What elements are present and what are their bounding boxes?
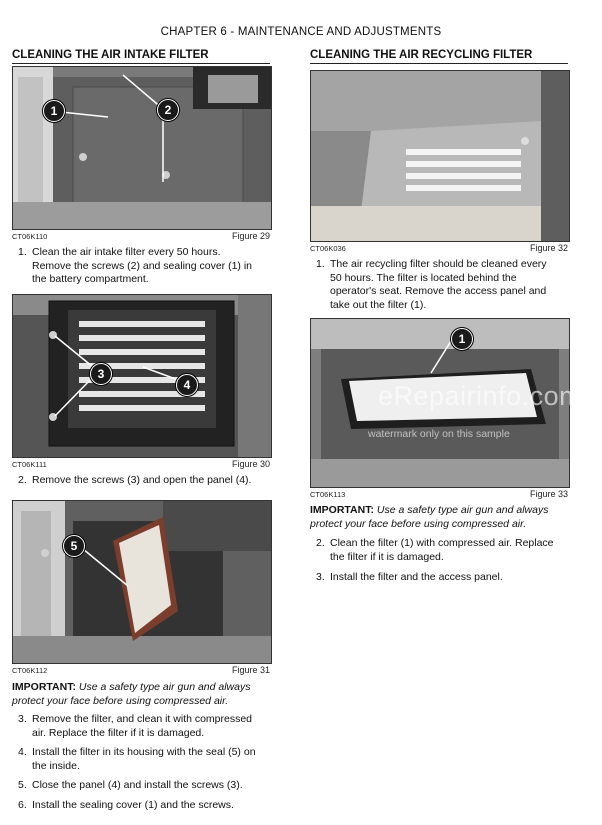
step-line: Remove the screws (2) and sealing cover (1) in	[32, 259, 253, 272]
important-note-left	[12, 681, 274, 708]
section-title-air-recycling: CLEANING THE AIR RECYCLING FILTER	[310, 49, 533, 61]
figure-label: Figure 29	[231, 231, 270, 241]
step-line: take out the filter (1).	[330, 298, 427, 311]
step-line: Clean the filter (1) with compressed air. Replace	[330, 537, 554, 549]
step-number: 4.	[18, 746, 27, 758]
photo-filter-removal	[13, 501, 271, 663]
step-text	[330, 571, 503, 585]
callout-1: 1	[451, 328, 473, 350]
step-number: 5.	[18, 779, 27, 791]
figure-code: CT06K036	[310, 244, 346, 253]
figure-code: CT06K112	[12, 666, 48, 675]
photo-figure-30	[12, 294, 272, 458]
step-1	[18, 246, 270, 288]
important-text: protect your face before using compressed air.	[310, 517, 527, 530]
step-number: 2.	[316, 537, 325, 549]
step-4	[18, 746, 274, 774]
step-line: Remove the screws (3) and open the panel (4).	[32, 474, 252, 486]
figure-label: Figure 30	[231, 459, 270, 469]
step-line: air. Replace the filter if it is damaged.	[32, 726, 205, 739]
step-number: 3.	[316, 571, 325, 583]
important-label: IMPORTANT:	[310, 504, 374, 516]
important-text: Use a safety type air gun and always	[373, 504, 549, 516]
section-rule	[12, 63, 270, 64]
photo-seat-rear-panel	[311, 71, 569, 241]
section-title-air-intake: CLEANING THE AIR INTAKE FILTER	[12, 49, 209, 61]
step-line: Close the panel (4) and install the screws (3).	[32, 779, 243, 791]
step-number: 3.	[18, 713, 27, 725]
photo-figure-29	[12, 66, 272, 230]
important-text: Use a safety type air gun and always	[75, 681, 251, 693]
figure-label: Figure 32	[529, 243, 568, 253]
step-line: Install the filter and the access panel.	[330, 571, 503, 583]
photo-battery-compartment	[13, 67, 271, 229]
step-text	[32, 799, 234, 813]
step-number: 6.	[18, 799, 27, 811]
step-text	[32, 713, 252, 740]
figure-label: Figure 31	[231, 665, 270, 675]
step-line: Install the sealing cover (1) and the screws.	[32, 799, 234, 811]
watermark-main: eRepairinfo.com	[378, 381, 583, 411]
figure-code: CT06K113	[310, 490, 346, 499]
photo-intake-panel	[13, 295, 271, 457]
step-text	[32, 746, 256, 773]
chapter-header: CHAPTER 6 - MAINTENANCE AND ADJUSTMENTS	[160, 26, 442, 38]
step-3	[18, 713, 274, 741]
step-text	[32, 779, 243, 793]
callout-1: 1	[43, 100, 65, 122]
important-note-right	[310, 504, 572, 531]
section-rule	[310, 63, 568, 64]
important-label: IMPORTANT:	[12, 681, 76, 693]
step-5	[18, 779, 274, 793]
callout-3: 3	[90, 363, 112, 385]
step-1-recycling	[316, 258, 572, 314]
step-line: operator's seat. Remove the access panel and	[330, 285, 547, 297]
step-line: 50 hours. The filter is located behind the	[330, 271, 517, 284]
important-text: protect your face before using compressed air.	[12, 694, 229, 707]
step-number: 1.	[18, 246, 27, 258]
figure-code: CT06K110	[12, 232, 48, 241]
photo-figure-32	[310, 70, 570, 242]
step-line: the filter if it is damaged.	[330, 550, 444, 563]
step-number: 1.	[316, 258, 325, 270]
callout-4: 4	[176, 374, 198, 396]
figure-label: Figure 33	[529, 489, 568, 499]
step-text	[330, 258, 547, 312]
step-2-recycling	[316, 537, 572, 565]
step-line: Install the filter in its housing with the seal (5) on	[32, 746, 256, 758]
step-text	[32, 246, 252, 287]
step-line: Remove the filter, and clean it with compressed	[32, 713, 253, 725]
step-2	[18, 474, 270, 488]
callout-2: 2	[157, 99, 179, 121]
step-line: Clean the air intake filter every 50 hours.	[32, 246, 221, 258]
figure-code: CT06K111	[12, 460, 47, 469]
step-number: 2.	[18, 474, 27, 486]
step-line: the battery compartment.	[32, 273, 149, 285]
watermark-sub: watermark only on this sample	[368, 428, 510, 440]
photo-figure-31	[12, 500, 272, 664]
step-3-recycling	[316, 571, 572, 585]
step-text	[330, 537, 554, 564]
callout-5: 5	[63, 535, 85, 557]
step-text	[32, 474, 251, 488]
step-line: the inside.	[32, 759, 80, 772]
step-line: The air recycling filter should be cleaned every	[330, 258, 547, 270]
step-6	[18, 799, 274, 813]
